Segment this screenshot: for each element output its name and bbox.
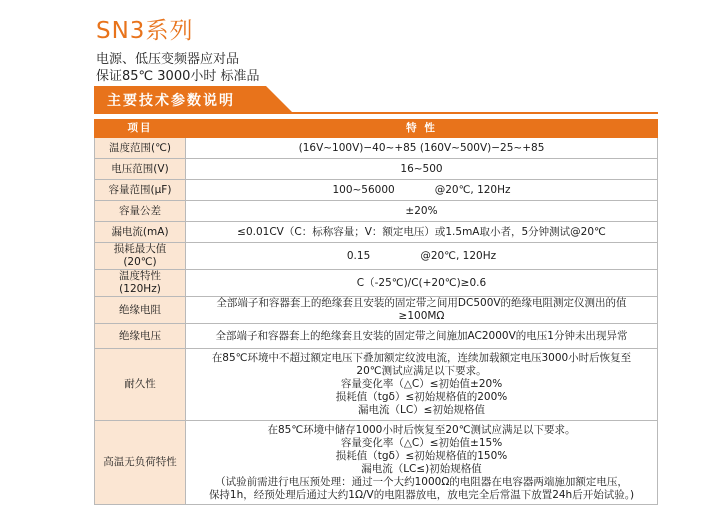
row-value bbox=[186, 421, 658, 505]
row-label: 绝缘电阻 bbox=[95, 297, 186, 324]
row-label: 容量公差 bbox=[95, 201, 186, 222]
row-value: C（-25℃)/C(+20℃)≥0.6 bbox=[186, 270, 658, 297]
header-characteristics: 特 性 bbox=[186, 120, 658, 138]
spec-table bbox=[94, 119, 658, 505]
table-header-row bbox=[95, 120, 658, 138]
value-line: 在85℃环境中储存1000小时后恢复至20℃测试应满足以下要求。 bbox=[267, 423, 576, 436]
row-label: 电压范围(V) bbox=[95, 159, 186, 180]
row-value bbox=[186, 297, 658, 324]
row-label: 损耗最大值(20℃) bbox=[95, 243, 186, 270]
table-row bbox=[95, 201, 658, 222]
value-line: 20℃测试应满足以下要求。 bbox=[356, 365, 487, 377]
table-row bbox=[95, 180, 658, 201]
table-row bbox=[95, 138, 658, 159]
row-value: 全部端子和容器套上的绝缘套且安装的固定带之间施加AC2000V的电压1分钟未出现异常 bbox=[186, 324, 658, 349]
table-row bbox=[95, 243, 658, 270]
subtitle-line-1: 电源、低压变频器应对品 bbox=[96, 52, 240, 67]
row-label: 高温无负荷特性 bbox=[95, 421, 186, 505]
table-row bbox=[95, 349, 658, 421]
subtitle-line-2: 保证85℃ 3000小时 标准品 bbox=[96, 69, 260, 84]
value-line: 漏电流（LC≤)初始规格值 bbox=[361, 462, 482, 475]
row-label: 温度特性(120Hz) bbox=[95, 270, 186, 297]
section-divider bbox=[94, 112, 658, 114]
section-banner-text: 主要技术参数说明 bbox=[107, 93, 235, 109]
row-label: 漏电流(mA) bbox=[95, 222, 186, 243]
row-label: 温度范围(℃) bbox=[95, 138, 186, 159]
row-value: ±20% bbox=[186, 201, 658, 222]
row-label: 绝缘电压 bbox=[95, 324, 186, 349]
table-row bbox=[95, 297, 658, 324]
row-value: 16~500 bbox=[186, 159, 658, 180]
table-row bbox=[95, 270, 658, 297]
series-title: SN3系列 bbox=[96, 18, 194, 44]
table-row bbox=[95, 421, 658, 505]
row-label: 容量范围(μF) bbox=[95, 180, 186, 201]
row-value bbox=[186, 349, 658, 421]
value-line: 容量变化率（△C）≤初始值±20% bbox=[340, 378, 503, 390]
value-line: 损耗值（tgδ）≤初始规格值的200% bbox=[335, 391, 508, 403]
row-value: 100~56000 @20℃, 120Hz bbox=[186, 180, 658, 201]
value-line: 全部端子和容器套上的绝缘套且安装的固定带之间用DC500V的绝缘电阻测定仪测出的值 bbox=[216, 297, 627, 309]
table-row bbox=[95, 222, 658, 243]
row-value: 0.15 @20℃, 120Hz bbox=[186, 243, 658, 270]
section-banner bbox=[94, 86, 292, 112]
header-item: 项目 bbox=[95, 120, 186, 138]
value-line: 损耗值（tgδ）≤初始规格值的150% bbox=[335, 449, 508, 462]
table-row bbox=[95, 159, 658, 180]
value-line: （试验前需进行电压预处理：通过一个大约1000Ω的电阻器在电容器两端施加额定电压， bbox=[215, 475, 628, 488]
value-line: 漏电流（LC）≤初始规格值 bbox=[358, 404, 485, 416]
value-line: 容量变化率（△C）≤初始值±15% bbox=[340, 436, 503, 449]
value-line: ≥100MΩ bbox=[398, 310, 445, 322]
row-value: ≤0.01CV（C：标称容量；V：额定电压）或1.5mA取小者，5分钟测试@20℃ bbox=[186, 222, 658, 243]
value-line: 保持1h，经预处理后通过大约1Ω/V的电阻器放电，放电完全后常温下放置24h后开始试验。) bbox=[208, 488, 635, 501]
row-label: 耐久性 bbox=[95, 349, 186, 421]
table-row bbox=[95, 324, 658, 349]
row-value: (16V~100V)−40~+85 (160V~500V)−25~+85 bbox=[186, 138, 658, 159]
value-line: 在85℃环境中不超过额定电压下叠加额定纹波电流，连续加载额定电压3000小时后恢复至 bbox=[211, 352, 632, 364]
